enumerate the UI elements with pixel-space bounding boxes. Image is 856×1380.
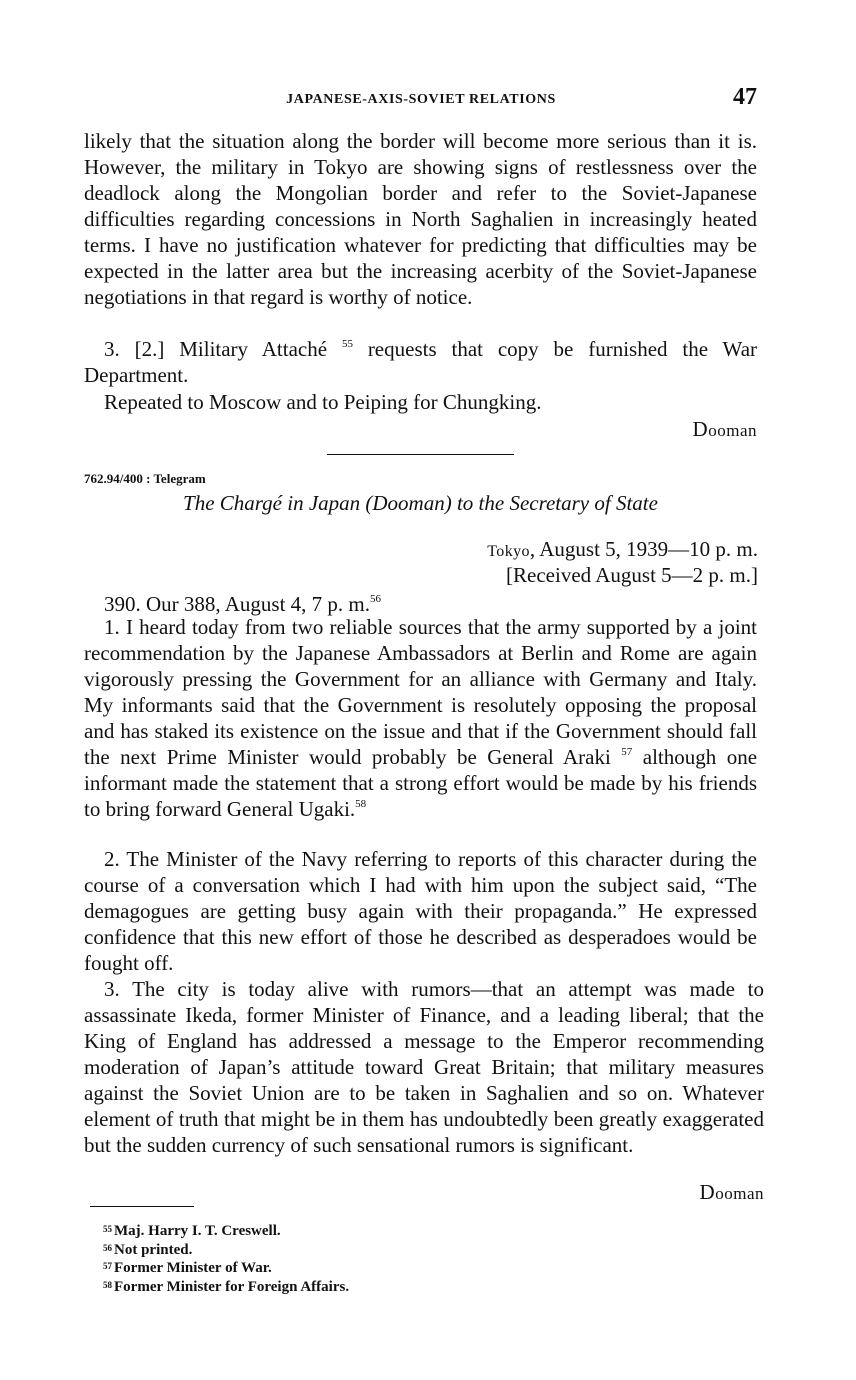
repeated-line: Repeated to Moscow and to Peiping for Chungking.: [104, 390, 542, 414]
footnote: [103, 1258, 349, 1277]
signature-dooman-2: Dooman: [699, 1180, 764, 1204]
footnote-ref-55: 55: [341, 338, 353, 350]
footnote: [103, 1277, 349, 1296]
paragraph-2: 2. The Minister of the Navy referring to reports of this character during the course of a conversation which I had with him upon the subject said, “The demagogues are getting busy again with their propaganda.” He expressed confidence that this new effort of those he described as desperadoes would be fought off.: [84, 847, 757, 975]
footnote-text: Former Minister for Foreign Affairs.: [114, 1278, 350, 1295]
footnote-text: Not printed.: [114, 1241, 193, 1258]
paragraph-3: 3. The city is today alive with rumors—that an attempt was made to assassinate Ikeda, former Minister of Finance, and a leading liberal; that the King of England has addressed a message to the Emperor recommending moderation of Japan’s attitude toward Great Britain; that military measures against the Soviet Union are to be taken in Saghalien and so on. Whatever element of truth that might be in them has undoubtedly been greatly exaggerated but the sudden currency of such sensational rumors is significant.: [84, 977, 764, 1157]
paragraph-1: [84, 614, 757, 822]
section-divider: [327, 454, 514, 455]
para3-text-after: requests that copy be furnished the War Department.: [84, 337, 758, 387]
footnote-mark: 56: [103, 1242, 112, 1253]
footnote-ref-57: 57: [621, 746, 633, 758]
footnote: [103, 1221, 349, 1240]
military-attache-paragraph: [84, 336, 757, 388]
signature-dooman-1: Dooman: [692, 417, 757, 441]
paragraph-1-part-1: 1. I heard today from two reliable sources that the army supported by a joint recommendation by the Japanese Ambassadors at Berlin and Rome are again vigorously pressing the Government for an alliance with Germany and Italy. My informants said that the Government is resolutely opposing the proposal and has staked its existence on the issue and that if the Government should fall the next Prime Minister would probably be General Araki: [84, 615, 757, 769]
page-number: 47: [733, 84, 757, 110]
footnote-ref-56: 56: [370, 593, 382, 605]
dateline-date: , August 5, 1939—10 p. m.: [529, 537, 758, 561]
document-heading: The Chargé in Japan (Dooman) to the Secretary of State: [183, 491, 658, 515]
continuation-paragraph: likely that the situation along the border will become more serious than it is. However, the military in Tokyo are showing signs of restlessness over the deadlock along the Mongolian border and refer to the Soviet-Japanese difficulties regarding concessions in North Saghalien in increasingly heated terms. I have no justification whatever for predicting that difficulties may be expected in the latter area but the increasing acerbity of the Soviet-Japanese negotiations in that regard is worthy of notice.: [84, 129, 757, 309]
running-title: JAPANESE-AXIS-SOVIET RELATIONS: [286, 92, 556, 107]
file-number: 762.94/400 : Telegram: [84, 471, 206, 486]
footnote-mark: 55: [103, 1224, 112, 1234]
footnote-rule: [90, 1206, 194, 1207]
running-head: [85, 86, 757, 114]
reference-line-text: 390. Our 388, August 4, 7 p. m.: [104, 592, 371, 616]
received-line: [Received August 5—2 p. m.]: [506, 563, 758, 587]
footnote-mark: 58: [103, 1279, 112, 1290]
footnote: [103, 1240, 349, 1259]
footnote-ref-58: 58: [355, 798, 367, 810]
para3-text-before: 3. [2.] Military Attaché: [104, 337, 328, 361]
paragraph-1-part-2: although one informant made the statement that a strong effort would be made by his friends to bring forward General Ugaki.: [84, 745, 758, 821]
footnote-text: Maj. Harry I. T. Creswell.: [114, 1223, 281, 1239]
dateline-place: Tokyo: [487, 543, 530, 560]
footnotes: [103, 1221, 349, 1295]
dateline: [487, 537, 758, 562]
footnote-mark: 57: [103, 1261, 112, 1271]
footnote-text: Former Minister of War.: [114, 1260, 272, 1276]
